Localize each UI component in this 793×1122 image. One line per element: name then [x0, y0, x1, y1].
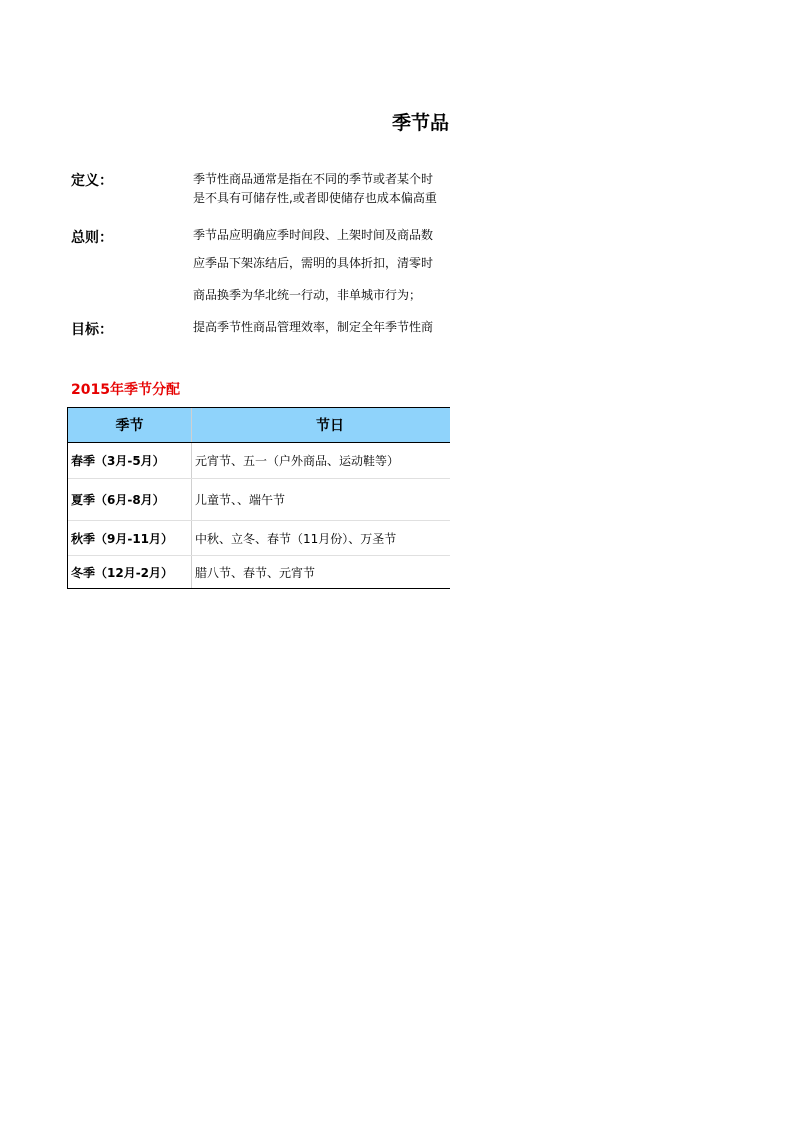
- general-line-3: 商品换季为华北统一行动，非单城市行为；: [193, 288, 422, 302]
- page-title: 季节品: [392, 112, 450, 134]
- definition-line-1: 季节性商品通常是指在不同的季节或者某个时: [193, 172, 434, 186]
- table-row: [68, 521, 450, 556]
- season-cell: 春季（3月-5月）: [68, 443, 192, 478]
- table-row: [68, 479, 450, 521]
- season-cell: 冬季（12月-2月）: [68, 556, 192, 588]
- holidays-cell: 中秋、立冬、春节（11月份）、万圣节: [195, 531, 397, 546]
- definition-label: 定义：: [71, 173, 113, 189]
- definition-line-2: 是不具有可储存性,或者即使储存也成本偏高重: [193, 191, 437, 205]
- header-holidays: 节日: [316, 418, 344, 434]
- table-row: [68, 556, 450, 588]
- table-row: [68, 443, 450, 479]
- table-header-row: [68, 408, 450, 443]
- holidays-cell: 元宵节、五一（户外商品、运动鞋等）: [195, 454, 400, 468]
- goal-label: 目标：: [71, 322, 113, 338]
- season-cell: 秋季（9月-11月）: [68, 521, 192, 555]
- section-title: 2015年季节分配: [71, 382, 180, 398]
- holidays-cell: 儿童节、、端午节: [195, 493, 286, 507]
- holidays-cell: 腊八节、春节、元宵节: [195, 565, 316, 580]
- general-line-1: 季节品应明确应季时间段、上架时间及商品数: [193, 228, 434, 242]
- header-season: 季节: [68, 408, 192, 442]
- season-cell: 夏季（6月-8月）: [68, 479, 192, 520]
- goal-line-1: 提高季节性商品管理效率，制定全年季节性商: [193, 320, 434, 334]
- general-line-2: 应季品下架冻结后，需明的具体折扣，清零时: [193, 256, 434, 270]
- season-table: [67, 407, 450, 589]
- general-label: 总则：: [71, 230, 113, 246]
